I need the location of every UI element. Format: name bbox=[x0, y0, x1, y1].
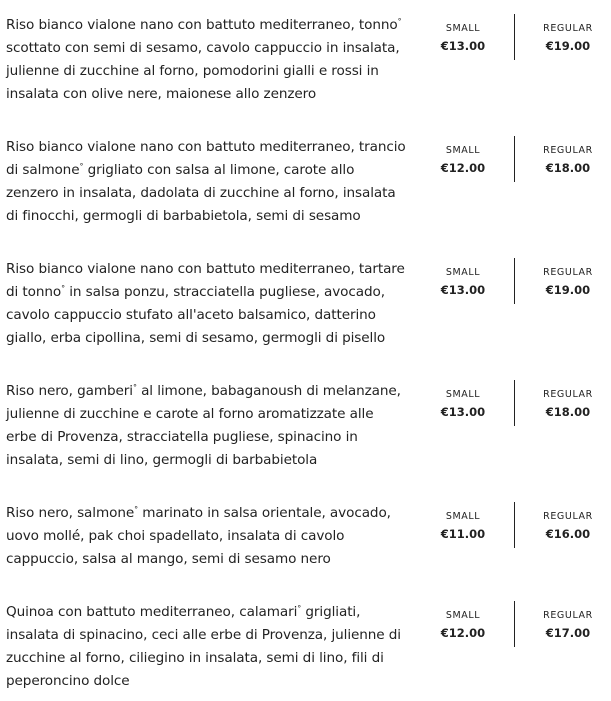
price-divider bbox=[514, 601, 515, 647]
small-price-column bbox=[423, 609, 503, 643]
regular-size-label: REGULAR bbox=[543, 267, 593, 278]
small-size-label: SMALL bbox=[445, 267, 481, 278]
regular-price-column bbox=[528, 266, 608, 300]
price-divider bbox=[514, 380, 515, 426]
item-description: Riso nero, salmone° marinato in salsa orientale, avocado, uovo mollé, pak choi spadellato, insalata di cavolo cappuccio, salsa al mango, semi di sesamo nero bbox=[6, 505, 391, 567]
origin-marker: ° bbox=[132, 383, 137, 392]
price-divider bbox=[514, 14, 515, 60]
item-description: Quinoa con battuto mediterraneo, calamari° grigliati, insalata di spinacino, ceci alle erbe di Provenza, julienne di zucchine al forno, ciliegino in insalata, semi di lino, fili di peperoncino dolce bbox=[6, 604, 401, 689]
item-description: Riso bianco vialone nano con battuto mediterraneo, trancio di salmone° grigliato con salsa al limone, carote allo zenzero in insalata, dadolata di zucchine al forno, insalata di finocchi, germogli di barbabietola, semi di sesamo bbox=[6, 139, 406, 224]
item-description: Riso bianco vialone nano con battuto mediterraneo, tartare di tonno° in salsa ponzu, stracciatella pugliese, avocado, cavolo cappuccio stufato all'aceto balsamico, datterino giallo, erba cipollina, semi di sesamo, germogli di pisello bbox=[6, 261, 405, 346]
origin-marker: ° bbox=[297, 604, 302, 613]
small-size-label: SMALL bbox=[445, 610, 481, 621]
small-price-column bbox=[423, 388, 503, 422]
small-size-label: SMALL bbox=[445, 145, 481, 156]
small-price: €13.00 bbox=[440, 283, 486, 297]
regular-price-column bbox=[528, 388, 608, 422]
small-price-column bbox=[423, 510, 503, 544]
regular-price-column bbox=[528, 609, 608, 643]
regular-size-label: REGULAR bbox=[543, 511, 593, 522]
regular-size-label: REGULAR bbox=[543, 145, 593, 156]
origin-marker: ° bbox=[134, 505, 139, 514]
regular-price-column bbox=[528, 510, 608, 544]
small-price: €13.00 bbox=[440, 39, 486, 53]
small-price-column bbox=[423, 22, 503, 56]
small-size-label: SMALL bbox=[445, 511, 481, 522]
small-size-label: SMALL bbox=[445, 23, 481, 34]
item-description: Riso bianco vialone nano con battuto mediterraneo, tonno° scottato con semi di sesamo, cavolo cappuccio in insalata, julienne di zucchine al forno, pomodorini gialli e rossi in insalata con olive nere, maionese allo zenzero bbox=[6, 17, 402, 102]
item-description: Riso nero, gamberi° al limone, babaganoush di melanzane, julienne di zucchine e carote al forno aromatizzate alle erbe di Provenza, stracciatella pugliese, spinacino in insalata, semi di lino, germogli di barbabietola bbox=[6, 383, 401, 468]
origin-marker: ° bbox=[397, 17, 402, 26]
small-price: €12.00 bbox=[440, 626, 486, 640]
regular-price: €17.00 bbox=[545, 626, 591, 640]
regular-price-column bbox=[528, 22, 608, 56]
origin-marker: ° bbox=[61, 284, 66, 293]
regular-size-label: REGULAR bbox=[543, 610, 593, 621]
price-divider bbox=[514, 502, 515, 548]
regular-price: €19.00 bbox=[545, 283, 591, 297]
regular-price-column bbox=[528, 144, 608, 178]
small-price-column bbox=[423, 144, 503, 178]
small-price-column bbox=[423, 266, 503, 300]
small-price: €11.00 bbox=[440, 527, 486, 541]
price-divider bbox=[514, 258, 515, 304]
regular-price: €18.00 bbox=[545, 161, 591, 175]
regular-size-label: REGULAR bbox=[543, 23, 593, 34]
regular-price: €16.00 bbox=[545, 527, 591, 541]
regular-price: €18.00 bbox=[545, 405, 591, 419]
regular-size-label: REGULAR bbox=[543, 389, 593, 400]
price-divider bbox=[514, 136, 515, 182]
small-price: €12.00 bbox=[440, 161, 486, 175]
origin-marker: ° bbox=[79, 162, 84, 171]
small-size-label: SMALL bbox=[445, 389, 481, 400]
small-price: €13.00 bbox=[440, 405, 486, 419]
regular-price: €19.00 bbox=[545, 39, 591, 53]
